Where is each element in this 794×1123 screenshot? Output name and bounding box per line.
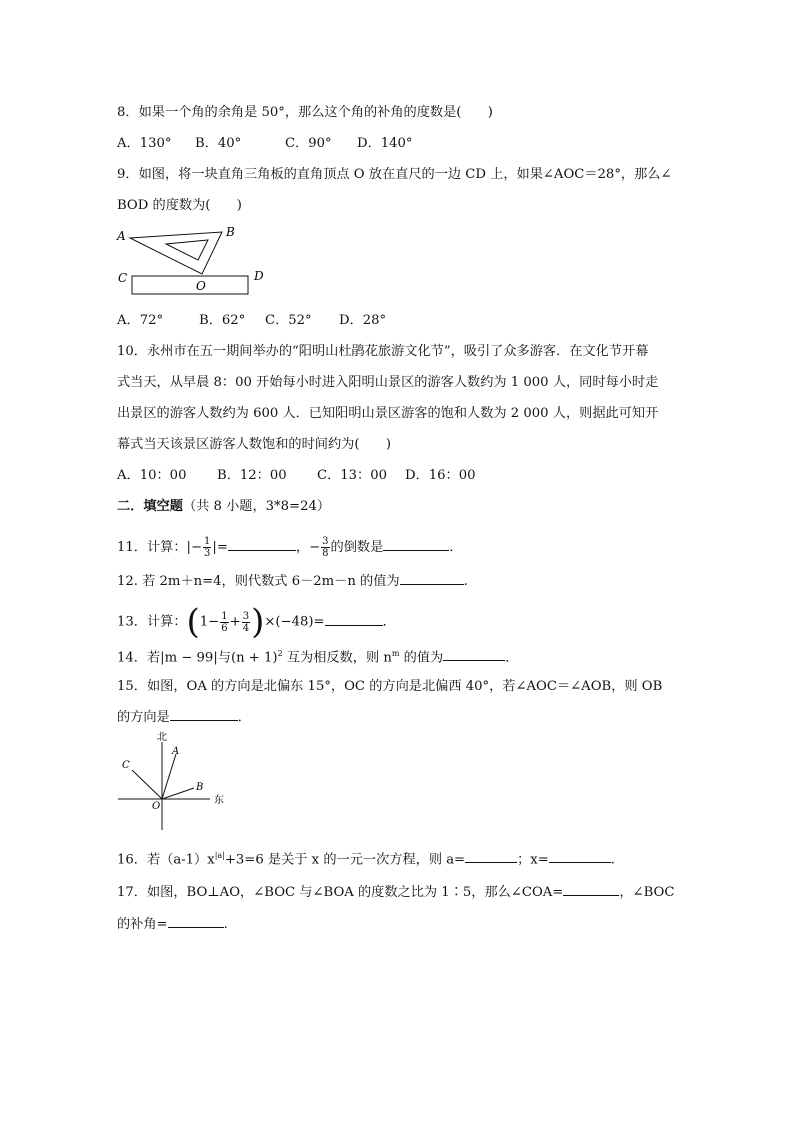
q16-answer-blank-x[interactable] bbox=[549, 850, 611, 863]
q9-stem-line2: BOD 的度数为( ) bbox=[117, 198, 242, 213]
q15-line2-text: 的方向是 bbox=[117, 710, 170, 725]
q13-prefix: 13．计算： bbox=[117, 614, 187, 630]
q13-f1-num: 1 bbox=[221, 610, 228, 622]
ray-OB bbox=[162, 788, 194, 799]
q8-option-b: B．40° bbox=[195, 136, 242, 151]
q17-line1 bbox=[117, 883, 674, 902]
label-C: C bbox=[122, 760, 130, 771]
q8-option-d: D．140° bbox=[357, 136, 413, 151]
q13-fraction-2 bbox=[242, 611, 250, 634]
triangle-inner bbox=[166, 240, 208, 260]
q15-line2 bbox=[117, 708, 251, 727]
q14-sup: 2 bbox=[277, 649, 283, 658]
q17-line1-text: 17．如图，BO⊥AO，∠BOC 与∠BOA 的度数之比为 1∶5，那么∠COA= bbox=[117, 885, 564, 900]
q17-answer-blank-1[interactable] bbox=[563, 883, 619, 896]
label-B: B bbox=[226, 225, 235, 239]
q11-end: ． bbox=[449, 540, 463, 555]
q13-f2-num: 3 bbox=[242, 610, 250, 622]
q15-line1: 15．如图，OA 的方向是北偏东 15°，OC 的方向是北偏西 40°，若∠AOC＝∠AOB，则 OB bbox=[117, 679, 663, 694]
q9-option-b: B．62° bbox=[199, 313, 246, 328]
q15-answer-blank[interactable] bbox=[170, 708, 238, 721]
q8-stem: 8．如果一个角的余角是 50°，那么这个角的补角的度数是( ) bbox=[117, 105, 493, 120]
label-A: A bbox=[117, 229, 126, 243]
ray-OC bbox=[132, 770, 162, 799]
q12-text: 12. 若 2m＋n=4，则代数式 6－2m－n 的值为 bbox=[117, 574, 400, 589]
q9-option-a: A．72° bbox=[117, 313, 164, 328]
q17-answer-blank-2[interactable] bbox=[168, 915, 224, 928]
q10-line4: 幕式当天该景区游客人数饱和的时间约为( ) bbox=[117, 437, 392, 452]
q13-f2-den: 4 bbox=[242, 622, 250, 634]
q11-mid2: ，− bbox=[295, 540, 321, 555]
q11-answer-blank-2[interactable] bbox=[383, 538, 449, 551]
q17-end: . bbox=[223, 917, 228, 932]
label-O: O bbox=[196, 279, 206, 293]
q8-option-a: A．130° bbox=[117, 136, 172, 151]
ray-OA bbox=[162, 754, 176, 799]
q11-mid1: |= bbox=[212, 540, 228, 555]
q11-frac2-den: 8 bbox=[322, 548, 329, 559]
q9-figure bbox=[114, 222, 274, 298]
triangle-outer bbox=[130, 232, 222, 274]
q14-answer-blank[interactable] bbox=[443, 648, 505, 661]
q15-end: ． bbox=[237, 710, 251, 725]
q17-line2 bbox=[117, 915, 228, 934]
q13-one: 1− bbox=[199, 614, 220, 630]
q16-end: . bbox=[610, 852, 615, 868]
ruler bbox=[132, 276, 248, 294]
q11-frac2-num: 3 bbox=[322, 536, 329, 547]
label-east: 东 bbox=[214, 795, 224, 806]
q9-option-d: D．28° bbox=[339, 313, 387, 328]
q15-compass-figure bbox=[112, 730, 236, 834]
q13-times: ×(−48)= bbox=[264, 614, 325, 630]
q17-line2-text: 的补角= bbox=[117, 917, 168, 932]
q8-option-c: C．90° bbox=[285, 136, 332, 151]
q12 bbox=[117, 572, 468, 591]
q10-option-c: C．13：00 bbox=[317, 468, 388, 483]
label-A: A bbox=[172, 746, 180, 757]
q13-end: ． bbox=[382, 614, 396, 630]
q14-prefix: 14．若|m − 99|与(n + 1) bbox=[117, 650, 278, 666]
q11-fraction-1 bbox=[203, 536, 211, 559]
q13-paren-close: ) bbox=[251, 602, 265, 642]
q10-line3: 出景区的游客人数约为 600 人．已知阳明山景区游客的饱和人数为 2 000 人，则据此可知开 bbox=[117, 406, 659, 421]
q9-stem-line1: 9．如图，将一块直角三角板的直角顶点 O 放在直尺的一边 CD 上，如果∠AOC＝28°，那么∠ bbox=[117, 167, 672, 182]
q16-sup: |a| bbox=[214, 851, 225, 860]
q11 bbox=[117, 536, 462, 559]
q14-mid: 互为相反数，则 n bbox=[282, 650, 392, 666]
section-note: （共 8 小题，3*8=24） bbox=[182, 499, 331, 514]
q13 bbox=[117, 602, 396, 642]
q16-answer-blank-a[interactable] bbox=[465, 850, 517, 863]
q9-option-c: C．52° bbox=[265, 313, 312, 328]
label-D: D bbox=[254, 269, 264, 283]
label-C: C bbox=[118, 271, 128, 285]
label-north: 北 bbox=[157, 732, 167, 743]
q16-mid2: ；x= bbox=[517, 852, 549, 868]
q14-end: ． bbox=[505, 650, 519, 666]
q14 bbox=[117, 645, 518, 667]
q10-option-b: B．12：00 bbox=[217, 468, 287, 483]
q16 bbox=[117, 847, 615, 869]
q13-paren-open: ( bbox=[186, 602, 200, 642]
q16-prefix: 16．若（a-1）x bbox=[117, 852, 215, 868]
q11-fraction-2 bbox=[321, 536, 329, 559]
q10-line1: 10．永州市在五一期间举办的“阳明山杜鹃花旅游文化节”，吸引了众多游客．在文化节开幕 bbox=[117, 344, 649, 359]
q17-mid: ，∠BOC bbox=[619, 885, 675, 900]
q14-mid2: 的值为 bbox=[399, 650, 444, 666]
section-heading bbox=[117, 498, 330, 516]
q13-f1-den: 6 bbox=[221, 622, 228, 634]
q11-prefix: 11．计算：|− bbox=[117, 540, 203, 555]
q11-answer-blank-1[interactable] bbox=[228, 538, 296, 551]
label-B: B bbox=[196, 782, 204, 793]
q10-line2: 式当天，从早晨 8：00 开始每小时进入阳明山景区的游客人数约为 1 000 人，同时每小时走 bbox=[117, 375, 659, 390]
q12-answer-blank[interactable] bbox=[400, 572, 464, 585]
section-title: 二．填空题 bbox=[117, 499, 183, 514]
q11-frac1-num: 1 bbox=[204, 536, 211, 547]
label-O: O bbox=[152, 801, 161, 812]
q14-sup2: m bbox=[391, 649, 400, 658]
q11-frac1-den: 3 bbox=[204, 548, 211, 559]
q16-mid: +3=6 是关于 x 的一元一次方程，则 a= bbox=[224, 852, 466, 868]
q10-option-a: A．10：00 bbox=[117, 468, 187, 483]
q13-plus: + bbox=[229, 614, 241, 630]
q11-mid3: 的倒数是 bbox=[330, 540, 384, 555]
q13-answer-blank[interactable] bbox=[325, 613, 383, 626]
q12-end: . bbox=[463, 574, 468, 589]
q10-option-d: D．16：00 bbox=[405, 468, 476, 483]
q13-fraction-1 bbox=[220, 611, 228, 634]
